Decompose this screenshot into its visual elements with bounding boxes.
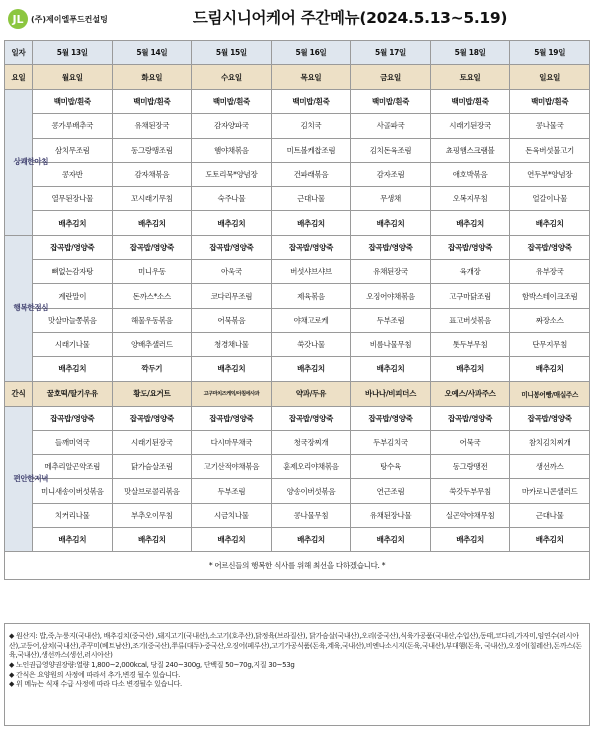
lunch-label [5,235,49,381]
dinner-menu-item: 두부김치국 [351,430,431,454]
snack-item: 약과/두유 [271,381,351,406]
dinner-menu-item: 청국장찌개 [271,430,351,454]
lunch-menu-item: 함박스테이크조림 [510,284,590,308]
lunch-menu-item: 표고버섯볶음 [430,308,510,332]
date-cell: 5월 19일 [510,41,590,65]
lunch-menu-item: 두부조림 [351,308,431,332]
snack-row [5,381,590,406]
dinner-menu-item: 다시마무채국 [192,430,272,454]
dinner-menu-item: 참치김치찌개 [510,430,590,454]
dinner-menu-item: 배추김치 [33,528,113,552]
snack-item: 꿀호떡/딸기우유 [33,381,113,406]
dinner-menu-item: 마카로니콘샐러드 [510,479,590,503]
breakfast-menu-item: 연두부*양념장 [510,162,590,186]
date-cell: 5월 17일 [351,41,431,65]
breakfast-menu-item: 배추김치 [33,211,113,235]
day-cell: 월요일 [33,65,113,90]
lunch-menu-item: 잡곡밥/영양죽 [112,235,192,259]
lunch-menu-item: 잡곡밥/영양죽 [192,235,272,259]
breakfast-menu-item: 배추김치 [271,211,351,235]
lunch-menu-item: 버섯샤브샤브 [271,260,351,284]
snack-label: 간식 [5,381,33,406]
breakfast-menu-item: 콩나물국 [510,114,590,138]
breakfast-menu-item: 배추김치 [351,211,431,235]
lunch-menu-item: 쑥갓나물 [271,332,351,356]
breakfast-menu-item: 동그랑땡조림 [112,138,192,162]
notice-row [5,552,590,580]
lunch-menu-item: 유채된장국 [351,260,431,284]
lunch-menu-item: 뼈없는감자탕 [33,260,113,284]
lunch-menu-item: 배추김치 [33,357,113,381]
snack-item: 고구마치즈케익/아침에사과 [192,381,272,406]
day-cell: 목요일 [271,65,351,90]
dinner-row [5,406,590,430]
dinner-menu-item: 배추김치 [192,528,272,552]
lunch-menu-item: 코다리무조림 [192,284,272,308]
lunch-row [5,308,590,332]
dinner-menu-item: 탕수육 [351,455,431,479]
breakfast-menu-item: 사골파국 [351,114,431,138]
breakfast-menu-item: 배추김치 [112,211,192,235]
company-name: (주)제이엘푸드컨설팅 [31,14,108,24]
dinner-menu-item: 양송이버섯볶음 [271,479,351,503]
breakfast-menu-item: 콩가루배추국 [33,114,113,138]
dinner-menu-item: 배추김치 [430,528,510,552]
lunch-menu-item: 오징어야채볶음 [351,284,431,308]
dinner-menu-item: 들깨미역국 [33,430,113,454]
breakfast-menu-item: 오복지무침 [430,187,510,211]
date-label: 일자 [5,41,33,65]
dinner-menu-item: 고기산적야채볶음 [192,455,272,479]
dinner-menu-item: 실곤약야채무침 [430,503,510,527]
notice-text: * 어르신들의 행복한 식사를 위해 최선을 다하겠습니다. * [5,552,590,580]
dinner-menu-item: 잡곡밥/영양죽 [33,406,113,430]
day-cell: 화요일 [112,65,192,90]
day-cell: 수요일 [192,65,272,90]
lunch-menu-item: 톳두부무침 [430,332,510,356]
lunch-menu-item: 계란말이 [33,284,113,308]
date-cell: 5월 16일 [271,41,351,65]
breakfast-menu-item: 감자양파국 [192,114,272,138]
lunch-menu-item: 배추김치 [192,357,272,381]
lunch-menu-item: 어묵볶음 [192,308,272,332]
dinner-menu-item: 배추김치 [271,528,351,552]
logo-icon: JL [8,9,28,29]
breakfast-row [5,187,590,211]
breakfast-menu-item: 무생채 [351,187,431,211]
lunch-menu-item: 양배추샐러드 [112,332,192,356]
breakfast-menu-item: 쵸핑햄스크램블 [430,138,510,162]
lunch-menu-item: 단무지무침 [510,332,590,356]
date-cell: 5월 15일 [192,41,272,65]
breakfast-menu-item: 근대나물 [271,187,351,211]
lunch-label-text: 행복한점심 [13,303,49,313]
notes-section [4,623,590,726]
lunch-menu-item: 잡곡밥/영양죽 [33,235,113,259]
lunch-menu-item: 잡곡밥/영양죽 [510,235,590,259]
note-snack-change: ◆ 간식은 요양원의 사정에 따라서 추가,변경 될수 있습니다. [9,670,181,679]
breakfast-row [5,211,590,235]
lunch-menu-item: 돈까스*소스 [112,284,192,308]
breakfast-menu-item: 김치돈육조림 [351,138,431,162]
breakfast-menu-item: 감자채볶음 [112,162,192,186]
snack-item: 미니봉어빵/매실주스 [510,381,590,406]
lunch-row [5,284,590,308]
lunch-menu-item: 배추김치 [510,357,590,381]
dinner-row [5,455,590,479]
dinner-menu-item: 배추김치 [112,528,192,552]
breakfast-menu-item: 백미밥/흰죽 [351,90,431,114]
breakfast-menu-item: 유채된장국 [112,114,192,138]
lunch-menu-item: 미니우동 [112,260,192,284]
breakfast-menu-item: 배추김치 [430,211,510,235]
lunch-menu-item: 맛살마늘쫑볶음 [33,308,113,332]
lunch-menu-item: 육개장 [430,260,510,284]
dinner-menu-item: 잡곡밥/영양죽 [192,406,272,430]
snack-item: 바나나/비피더스 [351,381,431,406]
lunch-menu-item: 짜장소스 [510,308,590,332]
breakfast-menu-item: 삼치무조림 [33,138,113,162]
company-logo [8,9,108,29]
page-title: 드림시니어케어 주간메뉴(2024.5.13~5.19) [192,9,508,27]
breakfast-label [5,90,49,236]
lunch-menu-item: 깍두기 [112,357,192,381]
breakfast-menu-item: 건파래볶음 [271,162,351,186]
dinner-menu-item: 잡곡밥/영양죽 [271,406,351,430]
lunch-menu-item: 잡곡밥/영양죽 [271,235,351,259]
weekly-menu-table [4,40,590,580]
breakfast-menu-item: 미트볼케찹조림 [271,138,351,162]
lunch-menu-item: 배추김치 [430,357,510,381]
lunch-menu-item: 잡곡밥/영양죽 [430,235,510,259]
dinner-menu-item: 잡곡밥/영양죽 [430,406,510,430]
dinner-menu-item: 메추리알곤약조림 [33,455,113,479]
lunch-menu-item: 비름나물무침 [351,332,431,356]
dinner-menu-item: 쑥갓두부무침 [430,479,510,503]
breakfast-row [5,138,590,162]
breakfast-label-text: 상쾌한아침 [13,157,49,167]
note-menu-change: ◆ 위 메뉴는 식재 수급 사정에 따라 다소 변경될수 있습니다. [9,680,182,689]
breakfast-menu-item: 도토리묵*양념장 [192,162,272,186]
lunch-menu-item: 아욱국 [192,260,272,284]
lunch-row [5,357,590,381]
lunch-menu-item: 야채고로케 [271,308,351,332]
note-origin: ◆ 원산지: 밥,죽,누룽지(국내산), 배추김치(중국산) ,돼지고기(국내산),소고기(호주산),닭정육(브라질산), 닭가슴살(국내산),오리(중국산),식육가공품(국내산,수입산),동태,코다리,가자미,임연수(러시아산),고등어,삼치(국내산),주꾸미(베트남산),조기(중국산),쭈류(대두)-중국산,오징어(페루산),고기가공식품(돈육,계육,국내산),비엔나소시지(돈육,국내산),부대햄(돈육, 국내산),오징어(칠레산),돈까스(돈육,국내산),생선까스(생선,러시아산) [9,632,582,660]
date-cell: 5월 14일 [112,41,192,65]
breakfast-menu-item: 백미밥/흰죽 [33,90,113,114]
dinner-menu-item: 어묵국 [430,430,510,454]
breakfast-row [5,162,590,186]
lunch-menu-item: 유부장국 [510,260,590,284]
dinner-menu-item: 닭가슴살조림 [112,455,192,479]
lunch-row [5,332,590,356]
date-cell: 5월 13일 [33,41,113,65]
breakfast-menu-item: 백미밥/흰죽 [112,90,192,114]
breakfast-menu-item: 열무된장나물 [33,187,113,211]
dinner-menu-item: 치커리나물 [33,503,113,527]
dinner-menu-item: 잡곡밥/영양죽 [510,406,590,430]
breakfast-menu-item: 백미밥/흰죽 [430,90,510,114]
dinner-menu-item: 잡곡밥/영양죽 [112,406,192,430]
lunch-menu-item: 고구마닭조림 [430,284,510,308]
breakfast-menu-item: 콩자반 [33,162,113,186]
breakfast-menu-item: 배추김치 [510,211,590,235]
dinner-row [5,479,590,503]
note-nutrition: ◆ 노인권급영양권장량:열량 1,800~2,000kcal, 당질 240~300g, 단백질 50~70g,지질 30~53g [9,660,295,669]
breakfast-menu-item: 백미밥/흰죽 [510,90,590,114]
breakfast-menu-item: 백미밥/흰죽 [192,90,272,114]
day-cell: 토요일 [430,65,510,90]
lunch-menu-item: 잡곡밥/영양죽 [351,235,431,259]
breakfast-menu-item: 얼갈이나물 [510,187,590,211]
lunch-row [5,260,590,284]
lunch-menu-item: 제육볶음 [271,284,351,308]
dinner-menu-item: 시래기된장국 [112,430,192,454]
dinner-menu-item: 잡곡밥/영양죽 [351,406,431,430]
breakfast-menu-item: 감자조림 [351,162,431,186]
dinner-menu-item: 부추오이무침 [112,503,192,527]
day-cell: 금요일 [351,65,431,90]
dinner-menu-item: 배추김치 [351,528,431,552]
dinner-menu-item: 훈제오리야채볶음 [271,455,351,479]
dinner-menu-item: 동그랑땡전 [430,455,510,479]
lunch-row [5,235,590,259]
lunch-menu-item: 배추김치 [351,357,431,381]
dinner-menu-item: 맛살브로콜리볶음 [112,479,192,503]
breakfast-menu-item: 김치국 [271,114,351,138]
day-label: 요일 [5,65,33,90]
page-header [0,0,594,40]
dinner-menu-item: 두부조림 [192,479,272,503]
dinner-menu-item: 생선까스 [510,455,590,479]
day-row [5,65,590,90]
dinner-menu-item: 콩나물무침 [271,503,351,527]
lunch-menu-item: 배추김치 [271,357,351,381]
lunch-menu-item: 청경채나물 [192,332,272,356]
breakfast-menu-item: 돈육버섯불고기 [510,138,590,162]
breakfast-menu-item: 꼬시래기무침 [112,187,192,211]
dinner-menu-item: 미니새송이버섯볶음 [33,479,113,503]
breakfast-menu-item: 시래기된장국 [430,114,510,138]
dinner-menu-item: 배추김치 [510,528,590,552]
day-cell: 일요일 [510,65,590,90]
dinner-label [5,406,49,552]
snack-item: 오예스/사과주스 [430,381,510,406]
dinner-row [5,528,590,552]
breakfast-menu-item: 햄야채볶음 [192,138,272,162]
breakfast-menu-item: 배추김치 [192,211,272,235]
breakfast-menu-item: 백미밥/흰죽 [271,90,351,114]
date-cell: 5월 18일 [430,41,510,65]
dinner-label-text: 편안한저녁 [13,473,49,483]
date-row [5,41,590,65]
lunch-menu-item: 해물우동볶음 [112,308,192,332]
dinner-menu-item: 유채된장나물 [351,503,431,527]
dinner-menu-item: 근대나물 [510,503,590,527]
lunch-menu-item: 시래기나물 [33,332,113,356]
snack-item: 황도/요거트 [112,381,192,406]
breakfast-menu-item: 애호박볶음 [430,162,510,186]
dinner-row [5,430,590,454]
breakfast-menu-item: 숙주나물 [192,187,272,211]
dinner-row [5,503,590,527]
breakfast-row [5,114,590,138]
breakfast-row [5,90,590,114]
dinner-menu-item: 연근조림 [351,479,431,503]
dinner-menu-item: 시금치나물 [192,503,272,527]
